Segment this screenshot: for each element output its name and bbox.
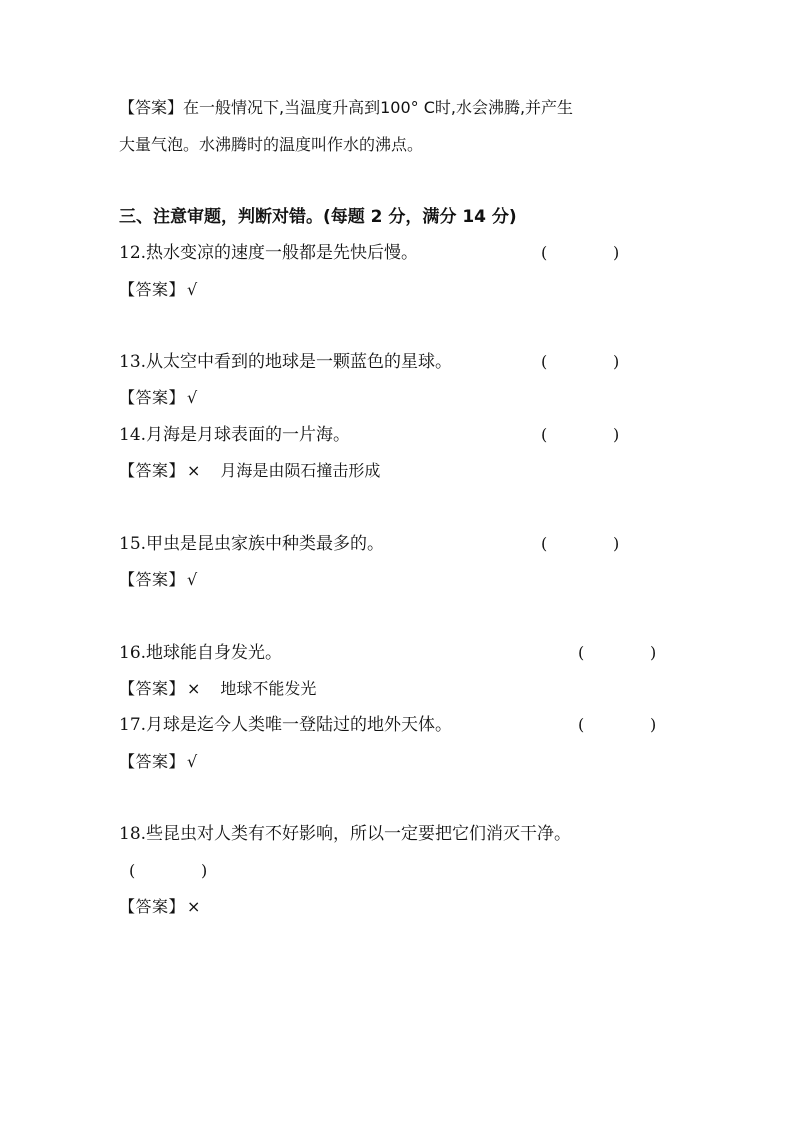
question-16-answer — [119, 679, 316, 699]
question-18-answer — [119, 897, 200, 917]
question-17-answer-blank — [578, 715, 656, 735]
blank-close-paren: ) — [650, 643, 657, 662]
blank-open-paren: ( — [541, 534, 548, 553]
answer-tag: 【答案】 — [119, 570, 186, 589]
blank-open-paren: ( — [129, 861, 136, 880]
answer-note: 地球不能发光 — [220, 679, 317, 698]
question-13-answer — [119, 388, 197, 408]
blank-close-paren: ) — [201, 861, 208, 880]
blank-open-paren: ( — [541, 425, 548, 444]
answer-tag: 【答案】 — [119, 897, 186, 916]
answer-mark: √ — [187, 388, 198, 407]
question-18-text: 18.些昆虫对人类有不好影响，所以一定要把它们消灭干净。 — [119, 824, 572, 844]
question-17-answer — [119, 752, 197, 772]
question-15-answer — [119, 570, 197, 590]
question-15-answer-blank — [541, 534, 619, 554]
question-16-answer-blank — [578, 643, 656, 663]
answer-tag: 【答案】 — [119, 461, 186, 480]
answer-mark: × — [187, 461, 201, 480]
answer-mark: × — [187, 679, 201, 698]
question-14-text: 14.月海是月球表面的一片海。 — [119, 425, 351, 445]
question-14-answer — [119, 461, 380, 481]
blank-open-paren: ( — [541, 243, 548, 262]
blank-close-paren: ) — [613, 534, 620, 553]
blank-close-paren: ) — [613, 352, 620, 371]
blank-close-paren: ) — [650, 715, 657, 734]
question-16-text: 16.地球能自身发光。 — [119, 643, 283, 663]
question-12-text: 12.热水变凉的速度一般都是先快后慢。 — [119, 243, 419, 263]
answer-mark: √ — [187, 280, 198, 299]
question-15-text: 15.甲虫是昆虫家族中种类最多的。 — [119, 534, 385, 554]
answer-mark: √ — [187, 570, 198, 589]
question-13-answer-blank — [541, 352, 619, 372]
blank-open-paren: ( — [578, 715, 585, 734]
question-18-answer-blank — [129, 861, 207, 881]
question-14-answer-blank — [541, 425, 619, 445]
blank-open-paren: ( — [578, 643, 585, 662]
answer-tag: 【答案】 — [119, 280, 186, 299]
answer-mark: × — [187, 897, 201, 916]
answer-mark: √ — [187, 752, 198, 771]
answer-tag: 【答案】 — [119, 679, 186, 698]
question-17-text: 17.月球是迄今人类唯一登陆过的地外天体。 — [119, 715, 453, 735]
question-12-answer — [119, 280, 197, 300]
blank-close-paren: ) — [613, 243, 620, 262]
section-heading: 三、注意审题，判断对错。(每题 2 分，满分 14 分) — [119, 207, 517, 227]
answer-note: 月海是由陨石撞击形成 — [220, 461, 381, 480]
previous-answer-line-2: 大量气泡。水沸腾时的温度叫作水的沸点。 — [119, 135, 424, 154]
blank-open-paren: ( — [541, 352, 548, 371]
answer-tag: 【答案】 — [119, 752, 186, 771]
question-13-text: 13.从太空中看到的地球是一颗蓝色的星球。 — [119, 352, 453, 372]
question-12-answer-blank — [541, 243, 619, 263]
answer-tag: 【答案】 — [119, 388, 186, 407]
blank-close-paren: ) — [613, 425, 620, 444]
previous-answer-line-1: 【答案】在一般情况下,当温度升高到100° C时,水会沸腾,并产生 — [119, 98, 574, 117]
